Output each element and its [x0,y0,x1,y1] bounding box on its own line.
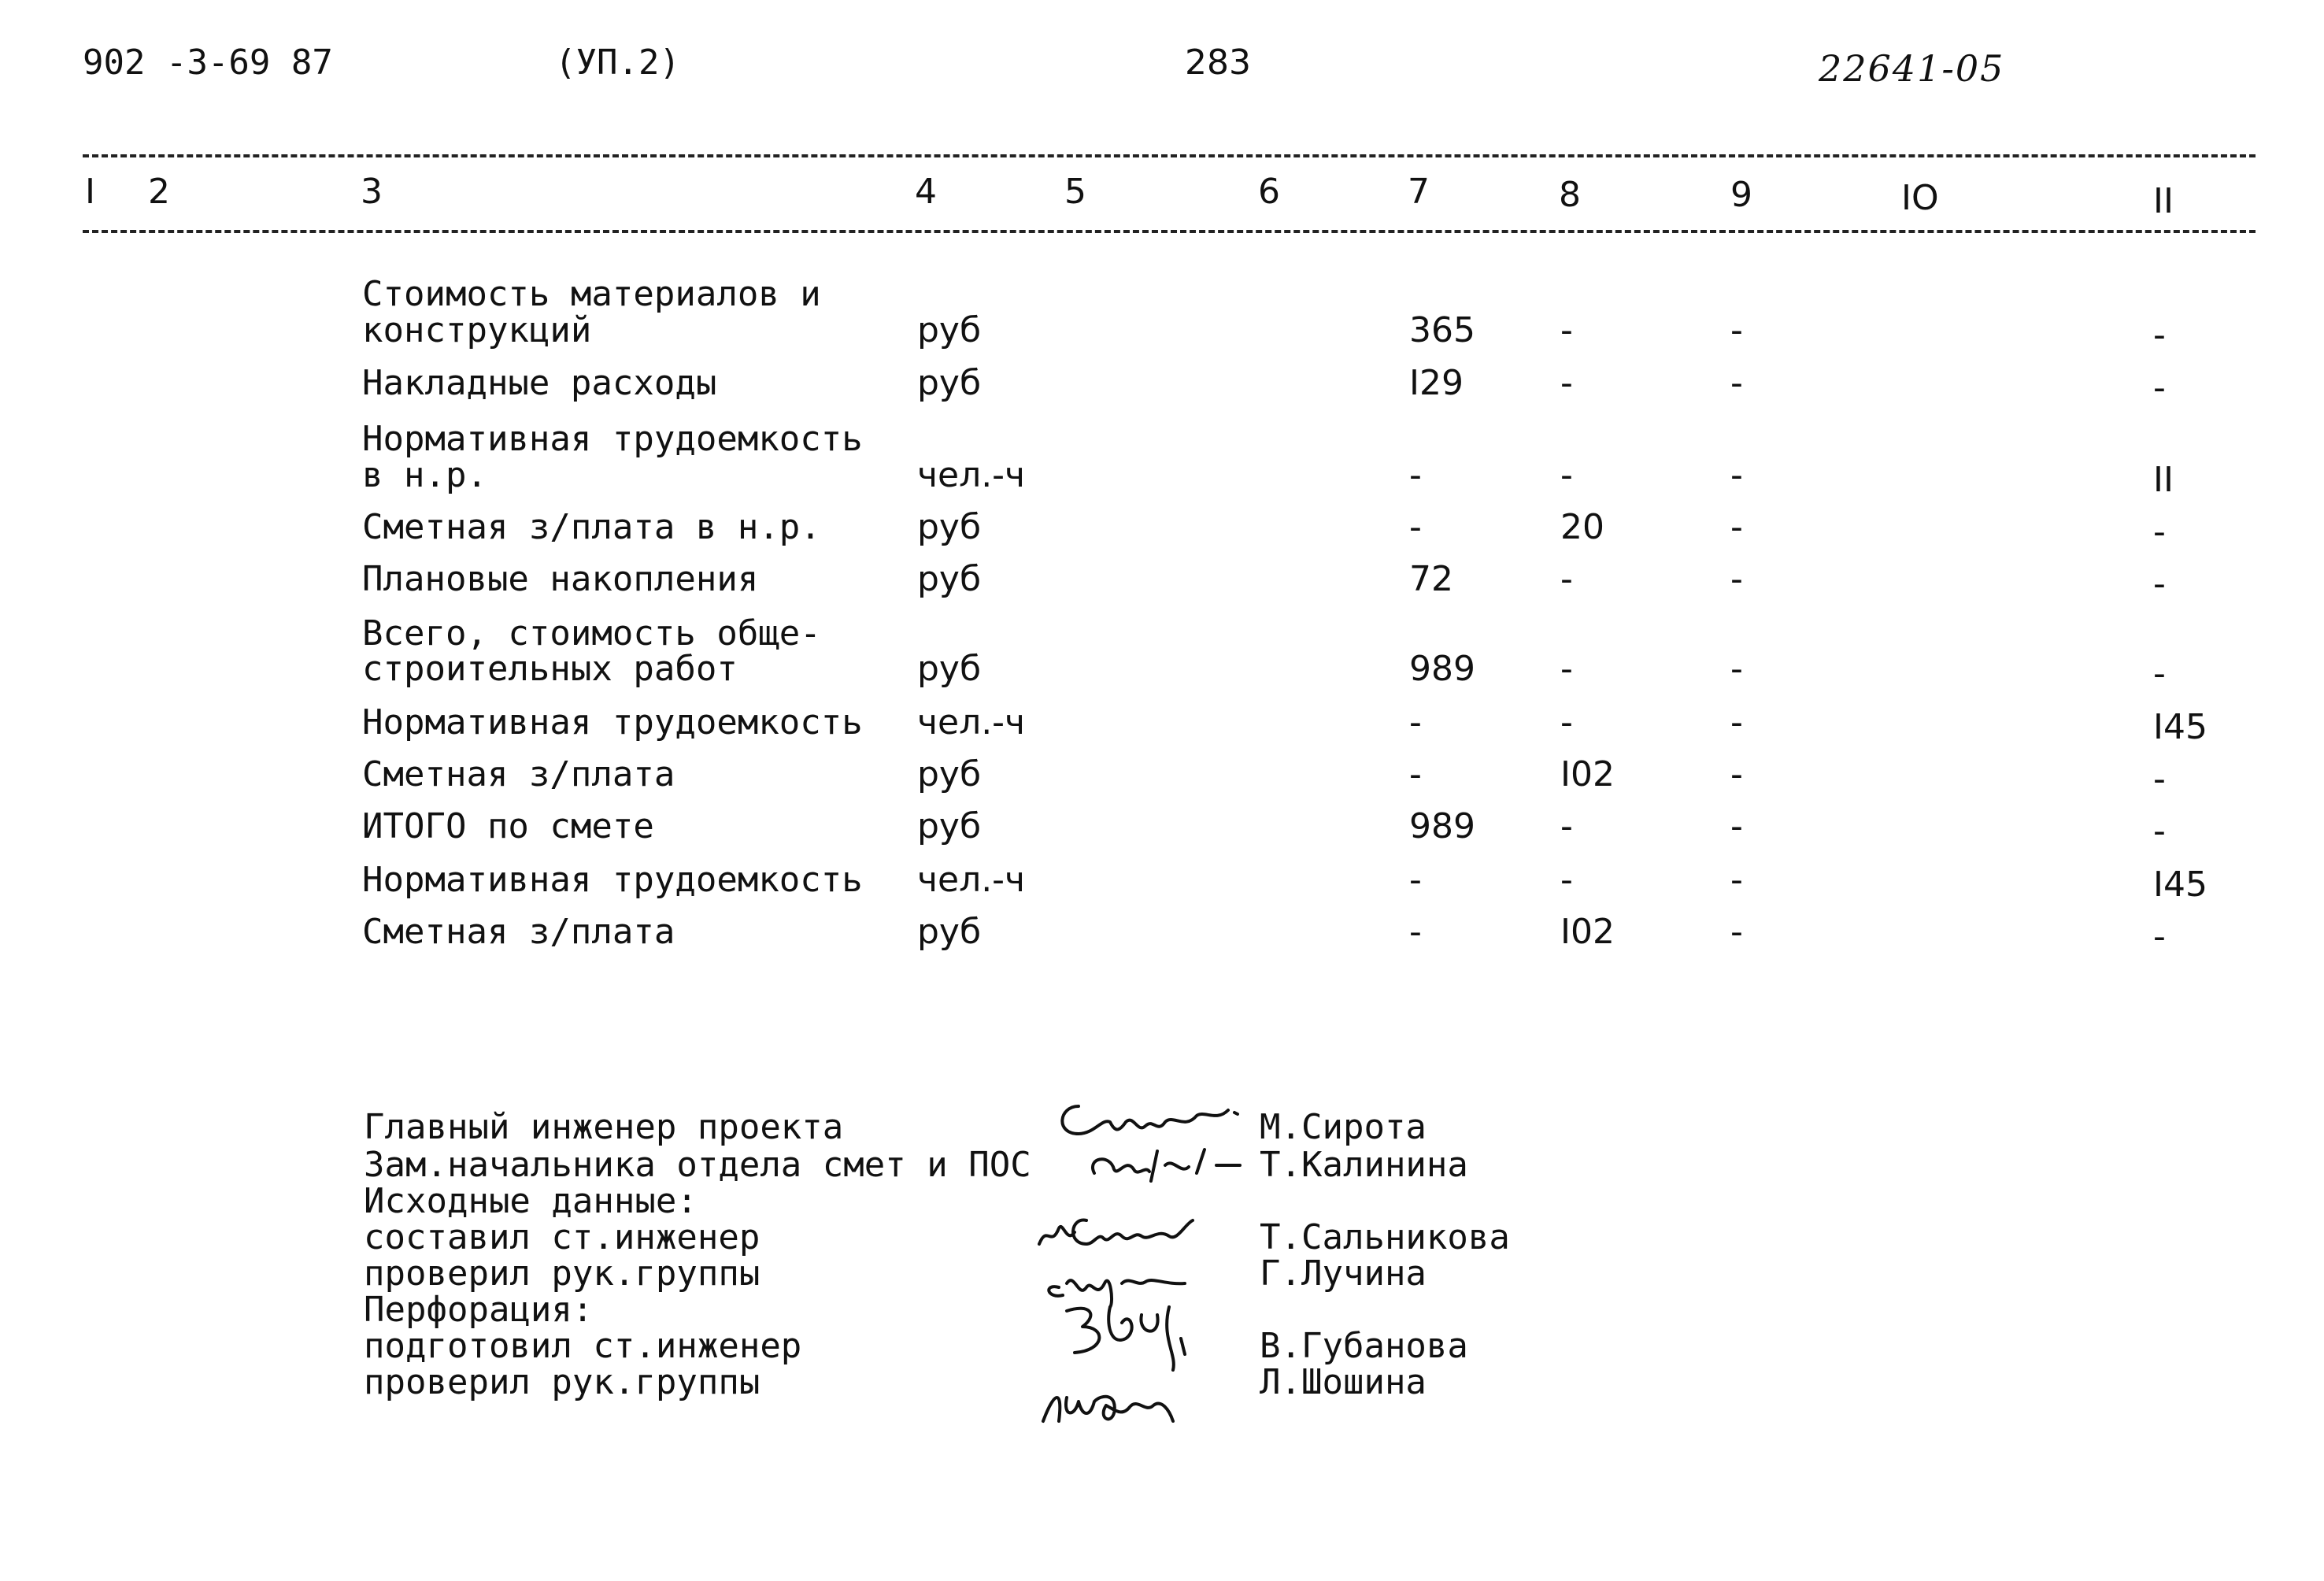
col11-cell: I45 [2153,707,2207,747]
checked-role-1: проверил рук.группы [364,1253,760,1294]
col9-cell: - [1730,363,1743,403]
col11-cell: - [2153,512,2166,552]
col9-cell: - [1730,455,1743,495]
signature-kalinina [1079,1134,1252,1189]
unit-cell: руб [917,363,982,403]
col7-cell: - [1409,754,1422,794]
col8-cell: - [1560,702,1573,742]
album-label: (УП.2) [555,43,680,83]
unit-cell: руб [917,649,982,689]
column-header-5: 5 [1064,172,1086,212]
checked-role-2: проверил рук.группы [364,1362,760,1402]
col8-cell: - [1560,860,1573,900]
col8-cell: - [1560,806,1573,846]
row-label: строительных работ [362,649,738,689]
row-label: ИТОГО по смете [362,806,654,846]
column-header-9: 9 [1730,175,1752,215]
col9-cell: - [1730,754,1743,794]
prepared-name: В.Губанова [1260,1326,1468,1366]
row-label: Накладные расходы [362,363,717,403]
col9-cell: - [1730,559,1743,599]
row-label: Нормативная трудоемкость [362,860,863,900]
perforation-heading: Перфорация: [364,1290,594,1330]
compiled-name: Т.Сальникова [1260,1217,1510,1257]
col7-cell: - [1409,702,1422,742]
col8-cell: I02 [1560,912,1615,952]
column-header-10: IO [1901,178,1939,218]
col11-cell: - [2153,368,2166,408]
col9-cell: - [1730,912,1743,952]
chief-engineer-name: М.Сирота [1260,1107,1427,1147]
col8-cell: - [1560,310,1573,350]
column-header-3: 3 [361,172,383,212]
header-rule-bottom [83,230,2256,233]
deputy-role: Зам.начальника отдела смет и ПОС [364,1145,1031,1185]
signature-gubanova [1051,1291,1232,1378]
row-label: Всего, стоимость обще- [362,613,821,654]
col8-cell: I02 [1560,754,1615,794]
unit-cell: руб [917,806,982,846]
col7-cell: 989 [1409,806,1475,846]
col7-cell: - [1409,507,1422,547]
col11-cell: - [2153,811,2166,851]
col7-cell: 72 [1409,559,1453,599]
col9-cell: - [1730,806,1743,846]
signature-salnikova [1031,1201,1212,1256]
col11-cell: - [2153,916,2166,957]
col7-cell: 989 [1409,649,1475,689]
col9-cell: - [1730,702,1743,742]
col8-cell: - [1560,363,1573,403]
page-number: 283 [1185,43,1251,83]
col11-cell: II [2153,460,2174,500]
column-header-7: 7 [1408,172,1430,212]
col9-cell: - [1730,507,1743,547]
col9-cell: - [1730,860,1743,900]
col11-cell: - [2153,759,2166,799]
document-code: 902 -3-69 87 [83,43,333,83]
row-label: Нормативная трудоемкость [362,419,863,459]
row-label: Сметная з/плата [362,912,675,952]
col8-cell: 20 [1560,507,1604,547]
column-header-6: 6 [1258,172,1280,212]
checked-name-2: Л.Шошина [1260,1362,1427,1402]
unit-cell: чел.-ч [917,702,1026,742]
row-label: Плановые накопления [362,559,759,599]
source-data-heading: Исходные данные: [364,1181,698,1221]
row-label: Нормативная трудоемкость [362,702,863,742]
col11-cell: - [2153,564,2166,604]
col7-cell: 365 [1409,310,1475,350]
col7-cell: - [1409,860,1422,900]
col9-cell: - [1730,649,1743,689]
col8-cell: - [1560,649,1573,689]
col7-cell: - [1409,912,1422,952]
column-header-8: 8 [1559,175,1581,215]
row-label: конструкций [362,310,592,350]
signature-shoshina [1031,1374,1212,1437]
column-header-2: 2 [148,172,170,212]
unit-cell: руб [917,754,982,794]
col8-cell: - [1560,455,1573,495]
col8-cell: - [1560,559,1573,599]
inventory-number: 22641-05 [1819,47,2005,90]
unit-cell: чел.-ч [917,860,1026,900]
row-label: Сметная з/плата [362,754,675,794]
row-label: в н.р. [362,455,487,495]
col9-cell: - [1730,310,1743,350]
col11-cell: - [2153,654,2166,694]
unit-cell: руб [917,507,982,547]
col11-cell: - [2153,315,2166,355]
column-header-11: II [2153,181,2174,221]
row-label: Сметная з/плата в н.р. [362,507,821,547]
chief-engineer-role: Главный инженер проекта [364,1107,844,1147]
col11-cell: I45 [2153,865,2207,905]
unit-cell: руб [917,310,982,350]
column-header-4: 4 [915,172,937,212]
compiled-role: составил ст.инженер [364,1217,760,1257]
header-rule-top [83,154,2256,157]
column-header-1: I [85,172,95,212]
prepared-role: подготовил ст.инженер [364,1326,802,1366]
checked-name-1: Г.Лучина [1260,1253,1427,1294]
unit-cell: руб [917,912,982,952]
unit-cell: чел.-ч [917,455,1026,495]
deputy-name: Т.Калинина [1260,1145,1468,1185]
col7-cell: - [1409,455,1422,495]
col7-cell: I29 [1409,363,1464,403]
row-label: Стоимость материалов и [362,274,821,314]
unit-cell: руб [917,559,982,599]
